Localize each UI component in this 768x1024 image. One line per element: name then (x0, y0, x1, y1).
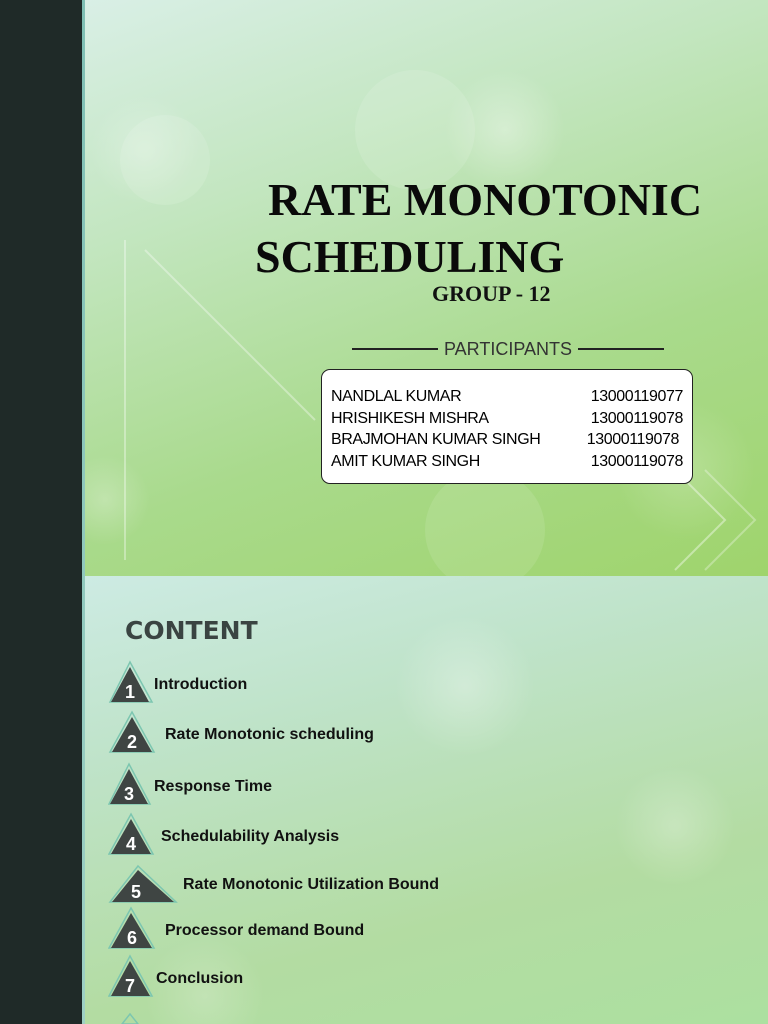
dark-sidebar (0, 0, 82, 1024)
content-item (108, 812, 608, 856)
item-label: Rate Monotonic scheduling (165, 726, 374, 743)
participants-heading (352, 338, 664, 360)
content-title: CONTENT (125, 616, 258, 645)
content-slide (85, 576, 768, 1024)
presentation-title-line1: RATE MONOTONIC (268, 174, 703, 225)
triangle-number-icon (108, 954, 156, 998)
item-label: Response Time (154, 778, 272, 795)
triangle-number-icon (108, 906, 156, 950)
participant-row (331, 388, 683, 410)
participant-row (331, 410, 683, 432)
content-item (108, 860, 608, 904)
item-number: 7 (124, 976, 136, 996)
participant-name: AMIT KUMAR SINGH (331, 453, 480, 470)
participant-roll: 13000119078 (590, 410, 683, 427)
item-number: 6 (126, 928, 138, 948)
content-item (108, 762, 608, 806)
participant-roll: 13000119078 (586, 431, 679, 448)
participant-name: BRAJMOHAN KUMAR SINGH (331, 431, 541, 448)
item-number: 2 (126, 732, 138, 752)
content-item (108, 906, 608, 950)
triangle-number-icon (108, 660, 156, 704)
triangle-number-icon (108, 710, 156, 754)
item-label: Introduction (154, 676, 248, 693)
background-decoration (85, 0, 768, 576)
item-label: Processor demand Bound (165, 922, 365, 939)
content-item (108, 660, 608, 704)
participant-roll: 13000119078 (590, 453, 683, 470)
triangle-number-icon (108, 762, 156, 806)
divider-left (352, 348, 438, 350)
participant-row (331, 431, 683, 453)
item-label: Conclusion (156, 970, 244, 987)
content-item (108, 710, 608, 754)
participant-name: NANDLAL KUMAR (331, 388, 462, 405)
item-number: 3 (123, 784, 135, 804)
item-label: Schedulability Analysis (161, 828, 340, 845)
content-item (108, 954, 608, 998)
item-label: Rate Monotonic Utilization Bound (183, 876, 439, 893)
title-slide (85, 0, 768, 576)
presentation-title-line2: SCHEDULING (255, 231, 565, 282)
item-number: 4 (125, 834, 137, 854)
item-number: 1 (124, 682, 136, 702)
participant-name: HRISHIKESH MISHRA (331, 410, 489, 427)
item-number: 5 (130, 882, 142, 902)
participants-label: PARTICIPANTS (443, 338, 573, 359)
partial-next-triangle (118, 1012, 158, 1024)
group-label: GROUP - 12 (432, 281, 551, 306)
triangle-number-icon (108, 812, 156, 856)
participant-roll: 13000119077 (590, 388, 683, 405)
participants-box (321, 369, 693, 484)
triangle-number-icon (108, 860, 178, 904)
divider-right (578, 348, 664, 350)
participant-row (331, 453, 683, 475)
